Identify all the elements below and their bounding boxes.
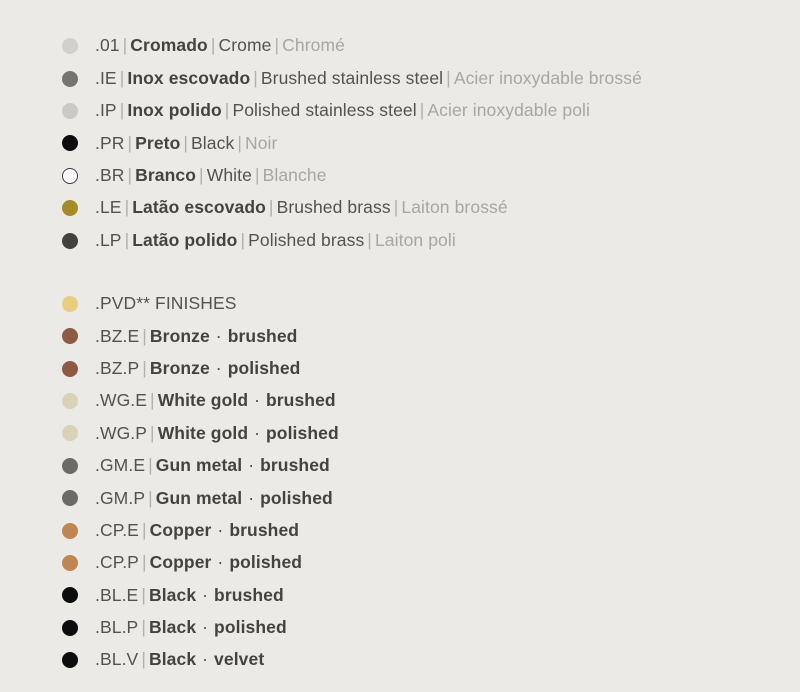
finish-code: .WG.E [95, 390, 148, 411]
separator: | [199, 165, 204, 185]
finish-code: .IE [95, 67, 117, 88]
separator: | [119, 100, 125, 121]
finish-code: .01 [95, 35, 120, 56]
separator: | [127, 165, 133, 185]
middot: · [210, 357, 227, 378]
finish-item [62, 450, 800, 482]
finish-label [95, 325, 298, 346]
finish-label [95, 67, 642, 88]
finish-variant: brushed [260, 455, 330, 476]
finish-label [95, 584, 284, 605]
finish-name-en: Brushed stainless steel [260, 67, 444, 88]
pvd-heading-text: .PVD** FINISHES [95, 293, 237, 314]
finish-code: .WG.P [95, 422, 148, 443]
finish-name-pt: Inox escovado [127, 67, 251, 88]
finish-code: .BZ.E [95, 325, 140, 346]
finish-code: .LP [95, 229, 122, 250]
color-swatch-icon [62, 233, 78, 249]
separator: | [127, 132, 133, 153]
separator: | [141, 649, 146, 670]
separator: | [393, 197, 399, 218]
finish-name: Bronze [149, 325, 210, 346]
color-swatch-icon [62, 200, 78, 216]
separator: | [150, 422, 155, 443]
middot: · [243, 455, 260, 476]
separator: | [254, 165, 260, 185]
finish-item [62, 644, 800, 676]
finish-variant: polished [265, 422, 339, 443]
finish-code: .GM.E [95, 455, 146, 476]
finish-label [95, 554, 302, 572]
separator: | [274, 35, 280, 56]
separator: | [446, 67, 451, 88]
finish-item [62, 127, 800, 159]
separator: | [367, 229, 372, 250]
separator: | [142, 325, 147, 346]
color-swatch-icon [62, 361, 78, 377]
finish-label [95, 229, 456, 250]
finish-code: .BZ.P [95, 357, 140, 378]
finish-name-en: Polished stainless steel [232, 100, 417, 121]
finish-item [62, 224, 800, 256]
finish-code: .BL.E [95, 584, 139, 605]
finish-name: Copper [149, 552, 212, 573]
finish-item [62, 612, 800, 644]
finish-item [62, 30, 800, 62]
finish-variant: brushed [265, 390, 336, 411]
middot: · [243, 487, 260, 508]
finish-label [95, 37, 345, 55]
finish-name-pt: Preto [135, 132, 181, 153]
separator: | [240, 229, 246, 250]
finish-code: .LE [95, 197, 122, 218]
finish-label [95, 199, 508, 217]
finish-variant: polished [229, 552, 303, 573]
finish-item [62, 482, 800, 514]
finish-item [62, 95, 800, 127]
finish-name-fr: Laiton poli [374, 229, 456, 250]
separator: | [124, 197, 130, 218]
separator: | [253, 67, 258, 88]
color-swatch-icon [62, 38, 78, 54]
finish-name-pt: Inox polido [127, 100, 222, 121]
middot: · [210, 325, 227, 346]
separator: | [419, 100, 425, 121]
finish-name-fr: Acier inoxydable poli [427, 100, 591, 121]
finish-item [62, 353, 800, 385]
finish-name-pt: Branco [135, 165, 197, 185]
finish-name-fr: Blanche [262, 165, 327, 185]
pvd-heading-label [95, 295, 237, 313]
color-swatch-icon [62, 168, 78, 184]
middot: · [197, 617, 214, 638]
separator: | [141, 617, 146, 638]
finish-name: Copper [149, 519, 212, 540]
separator: | [142, 357, 147, 378]
finish-name: Black [148, 584, 197, 605]
finish-code: .BL.V [95, 649, 139, 670]
separator: | [141, 552, 147, 573]
finish-name-en: Crome [218, 35, 272, 56]
finish-label [95, 132, 278, 153]
finish-name-fr: Noir [244, 132, 278, 153]
separator: | [224, 100, 230, 121]
separator: | [148, 455, 153, 476]
finish-name: Black [148, 649, 197, 670]
finish-item [62, 160, 800, 192]
middot: · [249, 422, 265, 443]
finish-variant: polished [214, 617, 287, 638]
finish-name-fr: Laiton brossé [401, 197, 508, 218]
finish-label [95, 167, 327, 185]
finish-code: .CP.E [95, 519, 139, 540]
finish-name: Gun metal [155, 487, 243, 508]
finish-label [95, 651, 264, 669]
finish-name-en: Black [191, 132, 235, 153]
finish-name-en: Polished brass [248, 229, 365, 250]
finish-name: White gold [157, 422, 249, 443]
color-swatch-icon [62, 555, 78, 571]
color-swatch-icon [62, 652, 78, 668]
finish-code: .PR [95, 132, 125, 153]
middot: · [212, 552, 229, 573]
finish-code: .BL.P [95, 617, 139, 638]
finish-label [95, 102, 590, 120]
separator: | [122, 35, 128, 56]
pvd-section-heading [62, 288, 800, 320]
color-swatch-icon [62, 135, 78, 151]
finish-variant: brushed [227, 325, 298, 346]
middot: · [249, 390, 265, 411]
finish-name-pt: Cromado [130, 35, 208, 56]
finish-item [62, 320, 800, 352]
finish-item [62, 385, 800, 417]
finish-label [95, 457, 330, 475]
finish-item [62, 547, 800, 579]
separator: | [268, 197, 274, 218]
finish-label [95, 392, 336, 410]
middot: · [197, 584, 214, 605]
finish-code: .IP [95, 100, 117, 121]
middot: · [212, 519, 229, 540]
finish-code: .CP.P [95, 552, 139, 573]
finish-item [62, 62, 800, 94]
finish-label [95, 619, 287, 637]
finish-label [95, 357, 301, 378]
finish-name: Gun metal [155, 455, 243, 476]
finish-name-en: White [206, 165, 252, 185]
standard-finish-list [62, 30, 800, 257]
finish-item [62, 417, 800, 449]
color-swatch-icon [62, 587, 78, 603]
finish-label [95, 487, 333, 508]
finish-name-pt: Latão polido [132, 229, 238, 250]
middot: · [197, 649, 214, 670]
finish-variant: velvet [214, 649, 265, 670]
color-swatch-icon [62, 71, 78, 87]
finish-variant: polished [227, 357, 301, 378]
color-swatch-icon [62, 328, 78, 344]
separator: | [150, 390, 155, 411]
separator: | [141, 519, 147, 540]
finish-item [62, 514, 800, 546]
group-spacer [62, 257, 800, 288]
finish-item [62, 192, 800, 224]
color-swatch-icon [62, 458, 78, 474]
separator: | [119, 67, 125, 88]
finish-code: .BR [95, 165, 125, 185]
finish-name: White gold [157, 390, 249, 411]
color-swatch-icon [62, 296, 78, 312]
separator: | [210, 35, 216, 56]
finish-name-fr: Acier inoxydable brossé [453, 67, 642, 88]
finish-label [95, 519, 300, 540]
finish-variant: polished [260, 487, 333, 508]
finish-name-en: Brushed brass [276, 197, 391, 218]
separator: | [237, 132, 242, 153]
color-swatch-icon [62, 620, 78, 636]
color-swatch-icon [62, 425, 78, 441]
finish-name: Bronze [149, 357, 210, 378]
finish-item [62, 579, 800, 611]
color-swatch-icon [62, 393, 78, 409]
finish-code: .GM.P [95, 487, 146, 508]
separator: | [183, 132, 189, 153]
finish-name: Black [148, 617, 197, 638]
finish-variant: brushed [214, 584, 284, 605]
separator: | [124, 229, 130, 250]
pvd-finish-list [62, 288, 800, 677]
separator: | [141, 584, 146, 605]
color-swatch-icon [62, 103, 78, 119]
finish-name-fr: Chromé [282, 35, 345, 56]
finish-label [95, 422, 339, 443]
color-swatch-icon [62, 490, 78, 506]
separator: | [148, 487, 153, 508]
color-swatch-icon [62, 523, 78, 539]
finish-variant: brushed [229, 519, 300, 540]
finish-name-pt: Latão escovado [132, 197, 266, 218]
